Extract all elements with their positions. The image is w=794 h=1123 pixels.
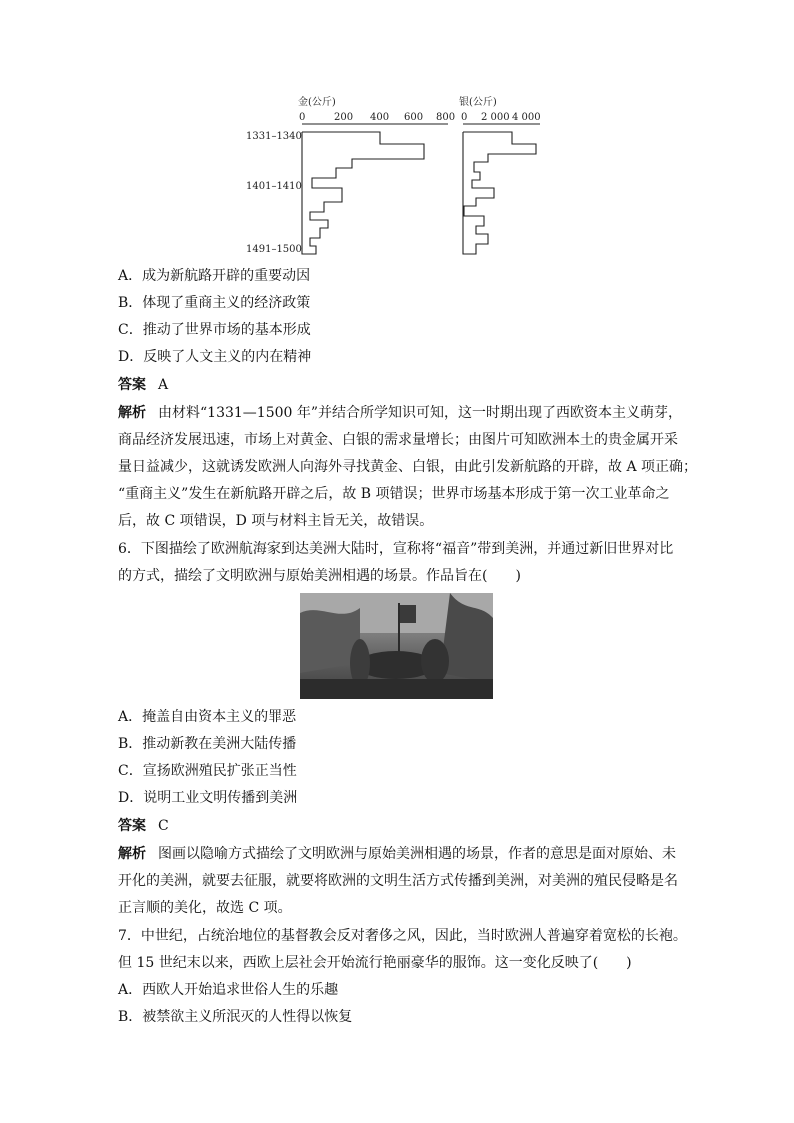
q7-option-b: B．被禁欲主义所泯灭的人性得以恢复 [118,1009,353,1025]
q7-stem-line: 但 15 世纪末以来，西欧上层社会开始流行艳丽豪华的服饰。这一变化反映了( ) [118,955,632,971]
q6-stem-line: 6．下图描绘了欧洲航海家到达美洲大陆时，宣称将“福音”带到美洲，并通过新旧世界对比 [118,541,674,557]
q5-analysis-line: “重商主义”发生在新航路开辟之后，故 B 项错误；世界市场基本形成于第一次工业革命之 [118,486,670,502]
gold-silver-chart [240,92,560,260]
period-label: 1491–1500 [246,244,302,255]
analysis-label: 解析 [118,405,146,421]
gold-step-series [302,132,424,254]
q6-analysis-line [118,844,676,864]
silver-axis-label: 银(公斤) [459,97,497,108]
q7-stem-line: 7．中世纪，占统治地位的基督教会反对奢侈之风，因此，当时欧洲人普遍穿着宽松的长袍。 [118,928,687,944]
q5-answer: A [158,377,169,393]
q6-answer: C [158,818,169,834]
landing-painting-image [300,593,493,699]
q5-option-b: B．体现了重商主义的经济政策 [118,295,311,311]
q6-option-c: C．宣扬欧洲殖民扩张正当性 [118,763,297,779]
q5-analysis-line: 后，故 C 项错误，D 项与材料主旨无关，故错误。 [118,513,434,529]
analysis-label: 解析 [118,846,146,862]
q6-answer-line [118,816,169,836]
q7-option-a: A．西欧人开始追求世俗人生的乐趣 [118,982,339,998]
silver-ticks [461,112,541,123]
gold-tick: 0 [299,112,306,123]
gold-tick: 200 [334,112,354,123]
q5-option-c: C．推动了世界市场的基本形成 [118,322,311,338]
period-label: 1331–1340 [246,131,302,142]
q5-answer-line [118,375,168,395]
q5-option-d: D．反映了人文主义的内在精神 [118,349,312,365]
q6-option-a: A．掩盖自由资本主义的罪恶 [118,709,297,725]
answer-label: 答案 [118,818,146,834]
q5-analysis-text: 由材料“1331—1500 年”并结合所学知识可知，这一时期出现了西欧资本主义萌芽， [158,405,683,421]
silver-tick: 0 [461,112,468,123]
q5-analysis-line: 量日益减少，这就诱发欧洲人向海外寻找黄金、白银，由此引发新航路的开辟，故 A 项正确； [118,459,698,475]
gold-tick: 400 [370,112,390,123]
q6-analysis-line: 正言顺的美化，故选 C 项。 [118,900,292,916]
q6-analysis-text: 图画以隐喻方式描绘了文明欧洲与原始美洲相遇的场景，作者的意思是面对原始、未 [158,846,676,862]
gold-tick: 600 [404,112,424,123]
q6-option-d: D．说明工业文明传播到美洲 [118,790,298,806]
answer-label: 答案 [118,377,146,393]
period-label: 1401–1410 [246,181,302,192]
silver-step-series [463,132,536,254]
q6-stem-line: 的方式，描绘了文明欧洲与原始美洲相遇的场景。作品旨在( ) [118,568,521,584]
gold-ticks [299,112,455,123]
q6-option-b: B．推动新教在美洲大陆传播 [118,736,297,752]
gold-tick: 800 [436,112,456,123]
q5-option-a: A．成为新航路开辟的重要动因 [118,268,311,284]
q6-analysis-line: 开化的美洲，就要去征服，就要将欧洲的文明生活方式传播到美洲，对美洲的殖民侵略是名 [118,873,678,889]
painting-figures [300,593,493,699]
silver-tick: 2 000 [481,112,510,123]
gold-axis-label: 金(公斤) [298,97,336,108]
q5-analysis-line [118,403,682,423]
q5-analysis-line: 商品经济发展迅速，市场上对黄金、白银的需求量增长；由图片可知欧洲本土的贵金属开采 [118,432,678,448]
silver-tick: 4 000 [512,112,541,123]
